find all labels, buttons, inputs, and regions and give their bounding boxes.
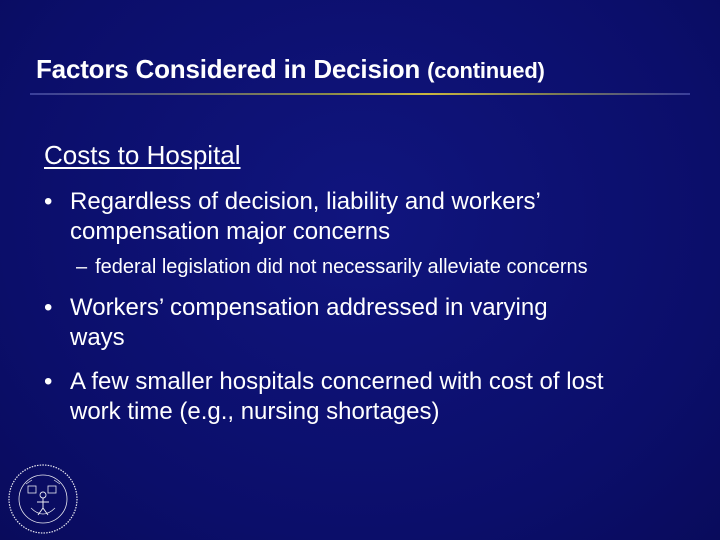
title-divider bbox=[30, 93, 690, 95]
bullet-line: Workers’ compensation addressed in varying bbox=[70, 294, 548, 321]
bullet-item bbox=[44, 293, 684, 353]
bullet-marker: • bbox=[44, 368, 53, 395]
bullet-marker: • bbox=[44, 188, 53, 215]
bullet-marker: • bbox=[44, 294, 53, 321]
title-main: Factors Considered in Decision bbox=[36, 54, 421, 84]
bullet-line: A few smaller hospitals concerned with cost of lost bbox=[70, 368, 604, 395]
bullet-item bbox=[44, 187, 684, 247]
organization-seal-icon bbox=[6, 462, 80, 536]
slide-title bbox=[36, 54, 545, 85]
sub-bullet-text: federal legislation did not necessarily alleviate concerns bbox=[95, 256, 588, 278]
title-sub: (continued) bbox=[427, 58, 545, 83]
bullet-line: Regardless of decision, liability and workers’ bbox=[70, 188, 541, 215]
sub-bullet-marker: – bbox=[76, 256, 88, 278]
bullet-line: compensation major concerns bbox=[70, 218, 391, 245]
section-heading: Costs to Hospital bbox=[44, 140, 241, 170]
bullet-line: ways bbox=[70, 324, 125, 351]
bullet-line: work time (e.g., nursing shortages) bbox=[70, 398, 440, 425]
bullet-item bbox=[44, 367, 684, 427]
sub-bullet-item bbox=[76, 256, 588, 279]
